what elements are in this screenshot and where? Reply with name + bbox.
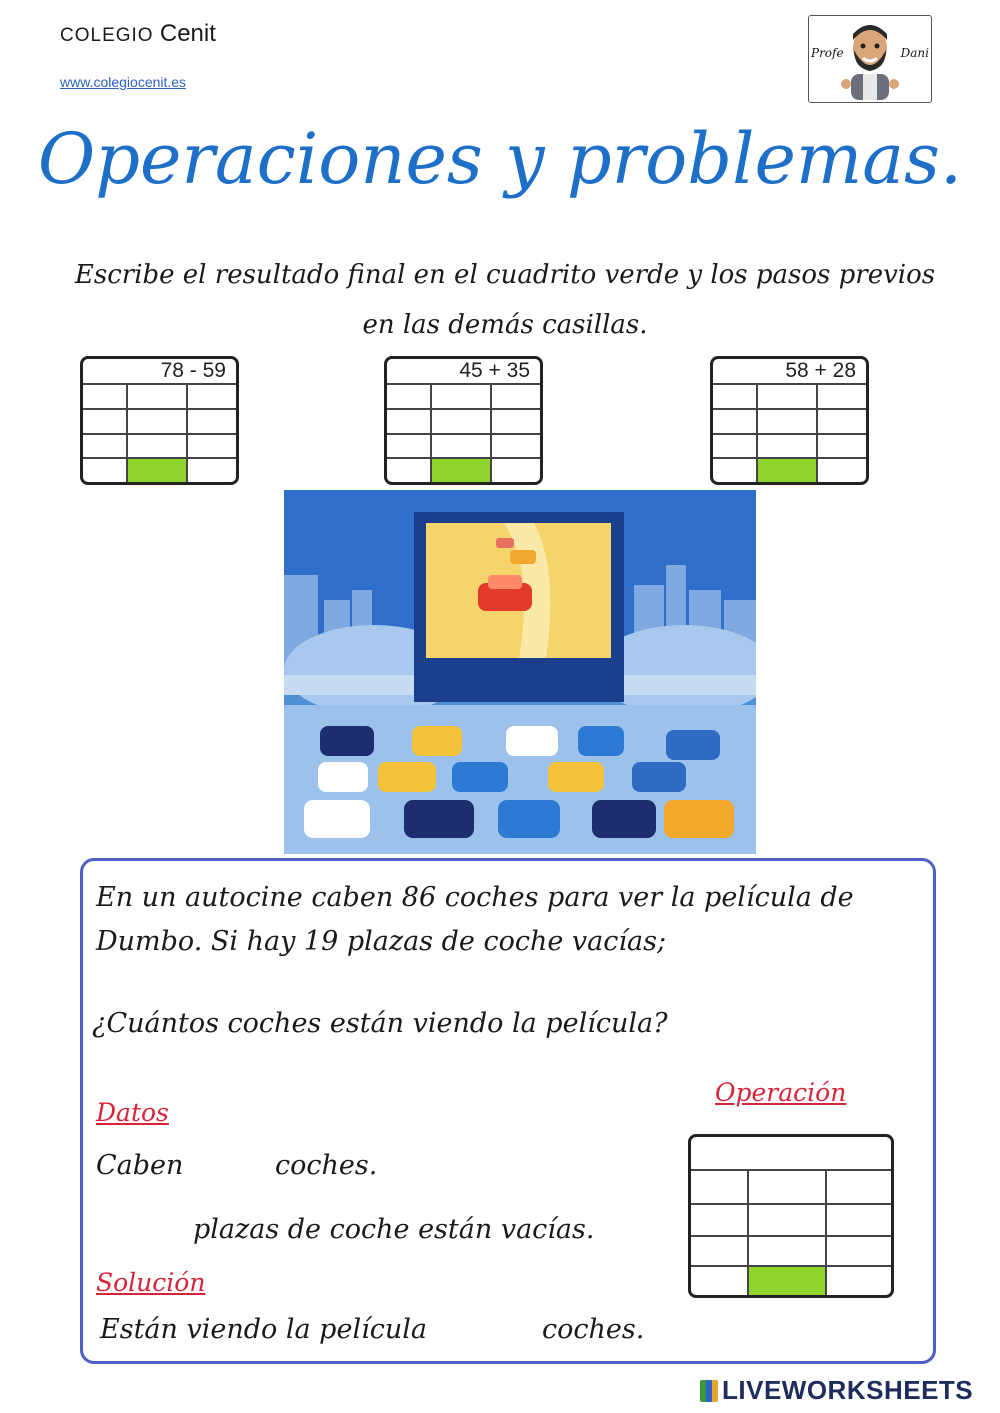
solucion-coches: coches. — [542, 1314, 645, 1345]
operation-grid-3 — [710, 356, 869, 485]
operation-expression: 58 + 28 — [713, 359, 866, 385]
page-title: Operaciones y problemas. — [37, 118, 963, 200]
solucion-label: Solución — [96, 1268, 206, 1297]
datos-label: Datos — [96, 1098, 169, 1127]
school-prefix: COLEGIO — [60, 25, 154, 46]
dato-vacias: plazas de coche están vacías. — [193, 1214, 595, 1245]
dato-caben: Caben — [96, 1150, 184, 1181]
liveworksheets-logo-icon — [700, 1380, 718, 1402]
operation-expression: 78 - 59 — [83, 359, 236, 385]
problem-text-line-2: Dumbo. Si hay 19 plazas de coche vacías; — [96, 926, 667, 957]
profe-dani-logo — [808, 15, 932, 103]
result-cell[interactable] — [432, 459, 490, 482]
answer-input-solucion[interactable] — [458, 1314, 536, 1346]
operacion-label: Operación — [715, 1078, 847, 1107]
operation-grid-1 — [80, 356, 239, 485]
school-brand: Cenit — [159, 20, 216, 47]
brand-name: LIVEWORKSHEETS — [722, 1375, 974, 1405]
solucion-text: Están viendo la película — [100, 1314, 427, 1345]
problem-operation-grid — [688, 1134, 894, 1298]
problem-question: ¿Cuántos coches están viendo la película? — [92, 1008, 668, 1039]
result-cell[interactable] — [749, 1267, 825, 1295]
operation-expression: 45 + 35 — [387, 359, 540, 385]
operation-grid-2 — [384, 356, 543, 485]
school-website-link[interactable]: www.colegiocenit.es — [60, 74, 187, 90]
teacher-avatar-icon — [841, 18, 899, 100]
answer-input-caben[interactable] — [190, 1150, 270, 1182]
drive-in-cinema-illustration — [284, 490, 756, 854]
liveworksheets-brand — [700, 1375, 973, 1406]
result-cell[interactable] — [758, 459, 816, 482]
result-cell[interactable] — [128, 459, 186, 482]
logo-text-left: Profe — [811, 46, 844, 60]
instructions-text: Escribe el resultado final en el cuadrito verde y los pasos previos en las demás casillas. — [74, 260, 936, 340]
school-name — [60, 20, 216, 48]
logo-text-right: Dani — [900, 46, 929, 60]
problem-text-line-1: En un autocine caben 86 coches para ver la película de — [96, 882, 854, 913]
answer-input-vacias[interactable] — [100, 1214, 186, 1246]
dato-coches: coches. — [275, 1150, 378, 1181]
